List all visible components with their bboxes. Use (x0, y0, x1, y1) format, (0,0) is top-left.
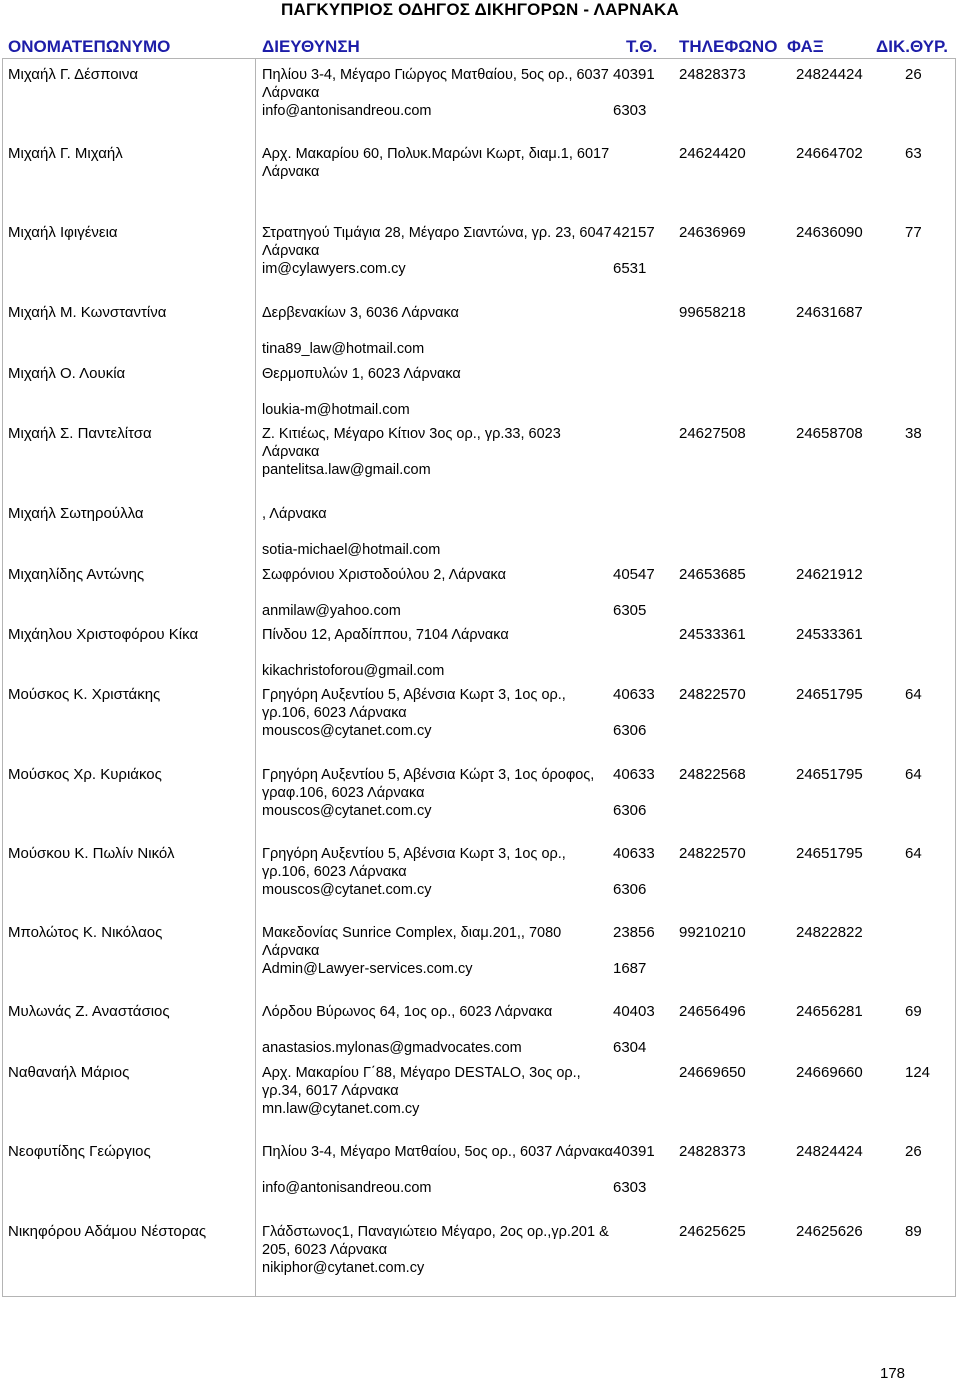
phone-number: 24669650 (679, 1064, 746, 1081)
po-box-code: 6305 (613, 602, 647, 619)
column-header-address: ΔΙΕΥΘΥΝΣΗ (262, 37, 360, 56)
phone-number: 24822568 (679, 766, 746, 783)
fax-number: 24822822 (796, 924, 863, 941)
court-box-number: 26 (905, 1143, 922, 1160)
fax-number: 24658708 (796, 425, 863, 442)
po-box-code: 6306 (613, 722, 647, 739)
fax-number: 24664702 (796, 145, 863, 162)
lawyer-address: Σωφρόνιου Χριστοδούλου 2, Λάρνακα (262, 567, 507, 583)
court-box-number: 64 (905, 686, 922, 703)
fax-number: 24651795 (796, 686, 863, 703)
phone-number: 24533361 (679, 626, 746, 643)
lawyer-name: Μιχαηλίδης Αντώνης (8, 566, 145, 583)
column-header-phone: ΤΗΛΕΦΩΝΟ (679, 37, 778, 56)
lawyer-address: , Λάρνακα (262, 506, 327, 522)
lawyer-email: nikiphor@cytanet.com.cy (262, 1260, 425, 1276)
lawyer-email: pantelitsa.law@gmail.com (262, 462, 431, 478)
court-box-number: 26 (905, 66, 922, 83)
court-box-number: 89 (905, 1223, 922, 1240)
lawyer-name: Ναθαναήλ Μάριος (8, 1064, 130, 1081)
lawyer-email: info@antonisandreou.com (262, 103, 432, 119)
document-title: ΠΑΓΚΥΠΡΙΟΣ ΟΔΗΓΟΣ ΔΙΚΗΓΟΡΩΝ - ΛΑΡΝΑΚΑ (281, 0, 679, 19)
lawyer-name: Μούσκος Χρ. Κυριάκος (8, 766, 162, 783)
court-box-number: 38 (905, 425, 922, 442)
po-box-number: 42157 (613, 224, 655, 241)
column-header-name: ΟΝΟΜΑΤΕΠΩΝΥΜΟ (8, 37, 171, 56)
lawyer-email: im@cylawyers.com.cy (262, 261, 406, 277)
po-box-number: 40547 (613, 566, 655, 583)
fax-number: 24636090 (796, 224, 863, 241)
po-box-number: 40633 (613, 686, 655, 703)
po-box-code: 6531 (613, 260, 647, 277)
court-box-number: 63 (905, 145, 922, 162)
court-box-number: 64 (905, 845, 922, 862)
column-header-court-box: ΔΙΚ.ΘΥΡ. (876, 37, 948, 56)
lawyer-email: Admin@Lawyer-services.com.cy (262, 961, 473, 977)
po-box-number: 40403 (613, 1003, 655, 1020)
lawyer-address: Γρηγόρη Αυξεντίου 5, Αβένσια Κωρτ 3, 1ος ορ., γρ.106, 6023 Λάρνακα (262, 687, 566, 721)
table-bottom-border (2, 1296, 956, 1297)
lawyer-email: anmilaw@yahoo.com (262, 603, 401, 619)
column-divider-address (255, 58, 256, 1297)
lawyer-name: Μυλωνάς Ζ. Αναστάσιος (8, 1003, 170, 1020)
po-box-code: 1687 (613, 960, 647, 977)
lawyer-name: Μπολώτος Κ. Νικόλαος (8, 924, 163, 941)
lawyer-name: Μιχαήλ Ο. Λουκία (8, 365, 126, 382)
lawyer-email: mouscos@cytanet.com.cy (262, 723, 432, 739)
po-box-number: 40391 (613, 1143, 655, 1160)
lawyer-address: Αρχ. Μακαρίου Γ΄88, Μέγαρο DESTALO, 3ος ορ., γρ.34, 6017 Λάρνακα (262, 1065, 581, 1099)
fax-number: 24533361 (796, 626, 863, 643)
po-box-code: 6303 (613, 1179, 647, 1196)
lawyer-name: Μιχαήλ Σωτηρούλλα (8, 505, 144, 522)
lawyer-name: Νικηφόρου Αδάμου Νέστορας (8, 1223, 207, 1240)
po-box-code: 6304 (613, 1039, 647, 1056)
lawyer-name: Μιχαήλ Γ. Δέσποινα (8, 66, 139, 83)
phone-number: 24653685 (679, 566, 746, 583)
lawyer-address: Γρηγόρη Αυξεντίου 5, Αβένσια Κώρτ 3, 1ος όροφος, γραφ.106, 6023 Λάρνακα (262, 767, 595, 801)
lawyer-email: mouscos@cytanet.com.cy (262, 803, 432, 819)
lawyer-name: Μιχαήλ Ιφιγένεια (8, 224, 118, 241)
phone-number: 24822570 (679, 686, 746, 703)
lawyer-email: anastasios.mylonas@gmadvocates.com (262, 1040, 522, 1056)
fax-number: 24824424 (796, 66, 863, 83)
phone-number: 24625625 (679, 1223, 746, 1240)
lawyer-name: Μούσκου Κ. Πωλίν Νικόλ (8, 845, 175, 862)
lawyer-name: Μιχαήλ Μ. Κωνσταντίνα (8, 304, 167, 321)
lawyer-email: mouscos@cytanet.com.cy (262, 882, 432, 898)
court-box-number: 64 (905, 766, 922, 783)
court-box-number: 77 (905, 224, 922, 241)
lawyer-address: Μακεδονίας Sunrice Complex, διαμ.201,, 7080 Λάρνακα (262, 925, 562, 959)
table-right-border (955, 58, 956, 1297)
fax-number: 24625626 (796, 1223, 863, 1240)
lawyer-email: sotia-michael@hotmail.com (262, 542, 441, 558)
po-box-code: 6306 (613, 881, 647, 898)
lawyer-name: Μιχαήλ Σ. Παντελίτσα (8, 425, 152, 442)
lawyer-address: Αρχ. Μακαρίου 60, Πολυκ.Μαρώνι Κωρτ, διαμ.1, 6017 Λάρνακα (262, 146, 610, 180)
lawyer-address: Πίνδου 12, Αραδίππου, 7104 Λάρνακα (262, 627, 509, 643)
fax-number: 24656281 (796, 1003, 863, 1020)
lawyer-address: Δερβενακίων 3, 6036 Λάρνακα (262, 305, 459, 321)
lawyer-email: info@antonisandreou.com (262, 1180, 432, 1196)
phone-number: 24636969 (679, 224, 746, 241)
lawyer-address: Θερμοπυλών 1, 6023 Λάρνακα (262, 366, 461, 382)
lawyer-email: tina89_law@hotmail.com (262, 341, 425, 357)
lawyer-name: Μιχάηλου Χριστοφόρου Κίκα (8, 626, 199, 643)
table-left-border (2, 58, 3, 1297)
column-header-fax: ΦΑΞ (787, 37, 824, 56)
po-box-number: 40633 (613, 845, 655, 862)
phone-number: 99210210 (679, 924, 746, 941)
po-box-number: 40633 (613, 766, 655, 783)
lawyer-address: Γλάδστωνος1, Παναγιώτειο Μέγαρο, 2ος ορ.,γρ.201 & 205, 6023 Λάρνακα (262, 1224, 609, 1258)
lawyer-email: loukia-m@hotmail.com (262, 402, 410, 418)
phone-number: 99658218 (679, 304, 746, 321)
fax-number: 24631687 (796, 304, 863, 321)
phone-number: 24822570 (679, 845, 746, 862)
po-box-number: 40391 (613, 66, 655, 83)
po-box-number: 23856 (613, 924, 655, 941)
court-box-number: 124 (905, 1064, 931, 1081)
lawyer-address: Στρατηγού Τιμάγια 28, Μέγαρο Σιαντώνα, γρ. 23, 6047 Λάρνακα (262, 225, 612, 259)
lawyer-address: Γρηγόρη Αυξεντίου 5, Αβένσια Κωρτ 3, 1ος ορ., γρ.106, 6023 Λάρνακα (262, 846, 566, 880)
lawyer-address: Λόρδου Βύρωνος 64, 1ος ορ., 6023 Λάρνακα (262, 1004, 553, 1020)
column-header-po-box: Τ.Θ. (626, 37, 658, 56)
phone-number: 24828373 (679, 66, 746, 83)
lawyer-address: Πηλίου 3-4, Μέγαρο Ματθαίου, 5ος ορ., 6037 Λάρνακα (262, 1144, 613, 1160)
lawyer-email: kikachristoforou@gmail.com (262, 663, 445, 679)
phone-number: 24656496 (679, 1003, 746, 1020)
fax-number: 24669660 (796, 1064, 863, 1081)
lawyer-name: Μούσκος Κ. Χριστάκης (8, 686, 161, 703)
phone-number: 24627508 (679, 425, 746, 442)
po-box-code: 6306 (613, 802, 647, 819)
lawyer-name: Νεοφυτίδης Γεώργιος (8, 1143, 151, 1160)
fax-number: 24824424 (796, 1143, 863, 1160)
page-number: 178 (880, 1365, 906, 1382)
fax-number: 24621912 (796, 566, 863, 583)
header-divider (2, 58, 956, 59)
lawyer-name: Μιχαήλ Γ. Μιχαήλ (8, 145, 123, 162)
fax-number: 24651795 (796, 766, 863, 783)
phone-number: 24624420 (679, 145, 746, 162)
lawyer-address: Ζ. Κιτιέως, Μέγαρο Κίτιον 3ος ορ., γρ.33, 6023 Λάρνακα (262, 426, 561, 460)
phone-number: 24828373 (679, 1143, 746, 1160)
lawyer-email: mn.law@cytanet.com.cy (262, 1101, 420, 1117)
lawyer-address: Πηλίου 3-4, Μέγαρο Γιώργος Ματθαίου, 5ος ορ., 6037 Λάρνακα (262, 67, 609, 101)
po-box-code: 6303 (613, 102, 647, 119)
fax-number: 24651795 (796, 845, 863, 862)
court-box-number: 69 (905, 1003, 922, 1020)
